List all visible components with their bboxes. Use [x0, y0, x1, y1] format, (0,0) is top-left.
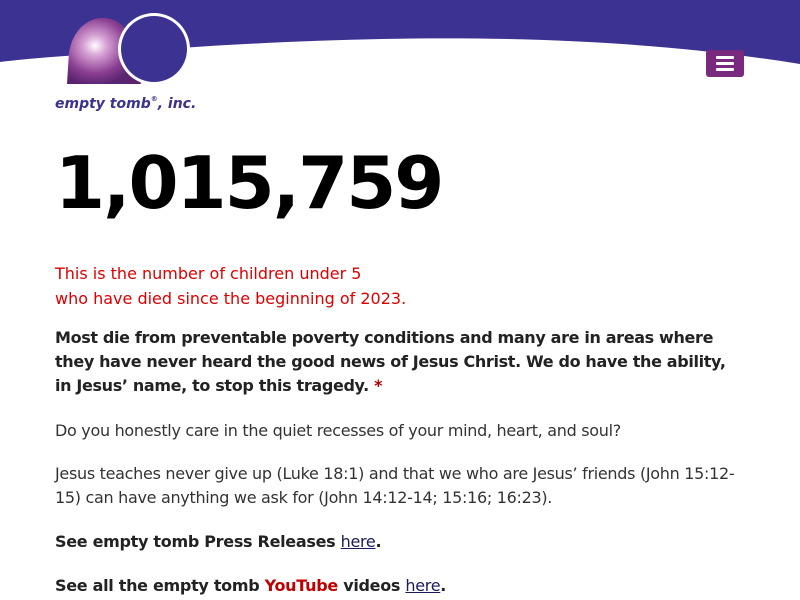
videos-link[interactable]: here	[405, 576, 441, 595]
hamburger-menu-icon	[716, 68, 734, 71]
brand-suffix: , inc.	[157, 96, 197, 112]
press-releases-link[interactable]: here	[340, 532, 376, 551]
press-releases-text: See empty tomb Press Releases	[55, 532, 341, 551]
intro-paragraph	[55, 326, 745, 398]
videos-middle-text: videos	[337, 576, 406, 595]
counter-caption	[55, 261, 755, 311]
videos-line	[55, 574, 446, 598]
intro-text: Most die from preventable poverty conditions and many are in areas where they have never heard the good news of Jesus Christ. We do have the ability, in Jesus’ name, to stop this tragedy.	[55, 328, 726, 395]
brand-name: empty tomb	[55, 96, 151, 112]
registered-mark: ®	[150, 95, 158, 103]
menu-toggle-button[interactable]	[706, 50, 744, 77]
footnote-asterisk-link[interactable]: *	[374, 376, 383, 395]
death-counter: 1,015,759	[55, 141, 443, 225]
videos-period: .	[440, 576, 447, 595]
youtube-label: YouTube	[264, 576, 338, 595]
teaching-paragraph: Jesus teaches never give up (Luke 18:1) and that we who are Jesus’ friends (John 15:12-15) can have anything we ask for (John 14:12-14; 15:16; 16:23).	[55, 464, 735, 507]
hamburger-menu-icon	[716, 62, 734, 65]
counter-caption-line-1: This is the number of children under 5	[55, 264, 362, 283]
videos-text: See all the empty tomb	[55, 576, 265, 595]
press-releases-period: .	[375, 532, 382, 551]
logo-mark-icon	[55, 12, 205, 102]
hamburger-menu-icon	[716, 56, 734, 59]
logo-wordmark	[55, 96, 196, 112]
question-paragraph: Do you honestly care in the quiet recesses of your mind, heart, and soul?	[55, 421, 621, 440]
counter-caption-line-2: who have died since the beginning of 2023.	[55, 289, 407, 308]
press-releases-line	[55, 530, 381, 554]
